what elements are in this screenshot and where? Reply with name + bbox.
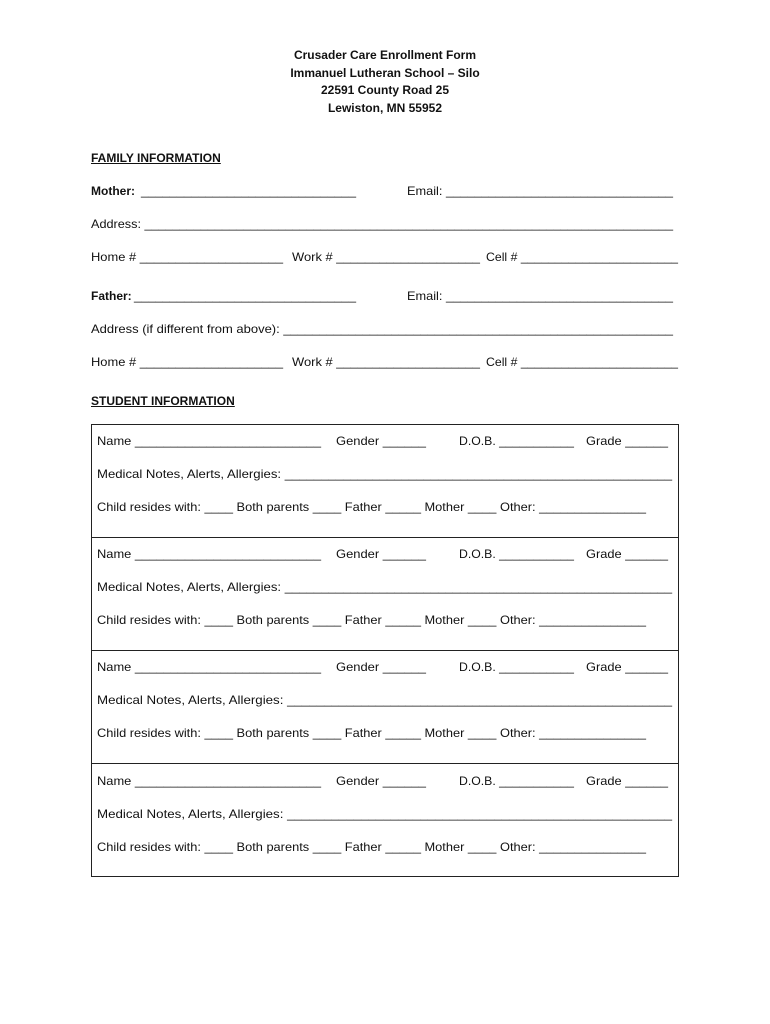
student-name-field[interactable]: Name __________________________ [97,547,321,561]
father-home-phone-field[interactable]: Home # ____________________ [91,355,284,369]
student-dob-field[interactable]: D.O.B. ___________ [459,774,574,788]
form-title: Crusader Care Enrollment Form [293,48,477,62]
student-medical-field[interactable]: Medical Notes, Alerts, Allergies: _____________________________________________________ [97,467,673,481]
mother-cell-phone-field[interactable]: Cell # _______________________ [486,250,678,264]
mother-work-phone-field[interactable]: Work # ____________________ [292,250,481,264]
student-resides-field[interactable]: Child resides with: ____ Both parents ____ Father _____ Mother ____ Other: _______________ [97,840,646,854]
student-gender-field[interactable]: Gender ______ [336,434,427,448]
mother-name-field[interactable]: ______________________________ [141,184,356,198]
student-information-heading: STUDENT INFORMATION [91,394,235,408]
family-information-heading: FAMILY INFORMATION [91,151,221,165]
student-medical-field[interactable]: Medical Notes, Alerts, Allergies: _____________________________________________________ [97,580,673,594]
student-name-field[interactable]: Name __________________________ [97,774,321,788]
student-dob-field[interactable]: D.O.B. ___________ [459,547,574,561]
student-resides-field[interactable]: Child resides with: ____ Both parents ____ Father _____ Mother ____ Other: _______________ [97,613,646,627]
father-name-field[interactable]: _______________________________ [134,289,356,303]
address-field[interactable]: Address: ___________________________________________________________________________ [91,217,673,231]
alternate-address-field[interactable]: Address (if different from above): ______________________________________________________ [91,322,674,336]
student-grade-field[interactable]: Grade ______ [586,774,668,788]
student-name-field[interactable]: Name __________________________ [97,660,321,674]
student-divider [91,763,679,764]
student-gender-field[interactable]: Gender ______ [336,547,427,561]
student-grade-field[interactable]: Grade ______ [586,660,668,674]
mother-email-field[interactable]: Email: ________________________________ [407,184,673,198]
school-name: Immanuel Lutheran School – Silo [290,65,480,80]
school-city: Lewiston, MN 55952 [327,100,443,115]
student-grade-field[interactable]: Grade ______ [586,434,668,448]
student-grade-field[interactable]: Grade ______ [586,547,668,561]
student-medical-field[interactable]: Medical Notes, Alerts, Allergies: ____________________________________________________ [97,693,673,707]
student-resides-field[interactable]: Child resides with: ____ Both parents ____ Father _____ Mother ____ Other: _______________ [97,500,646,514]
mother-home-phone-field[interactable]: Home # ____________________ [91,250,284,264]
father-cell-phone-field[interactable]: Cell # _______________________ [486,355,678,369]
student-medical-field[interactable]: Medical Notes, Alerts, Allergies: ____________________________________________________ [97,807,673,821]
school-street: 22591 County Road 25 [320,83,450,97]
father-work-phone-field[interactable]: Work # ____________________ [292,355,481,369]
student-name-field[interactable]: Name __________________________ [97,434,321,448]
student-resides-field[interactable]: Child resides with: ____ Both parents ____ Father _____ Mother ____ Other: _______________ [97,726,646,740]
form-header [0,47,770,117]
mother-label: Mother: [91,184,135,198]
father-label: Father: [91,289,132,303]
student-dob-field[interactable]: D.O.B. ___________ [459,434,574,448]
student-divider [91,537,679,538]
student-gender-field[interactable]: Gender ______ [336,660,427,674]
student-dob-field[interactable]: D.O.B. ___________ [459,660,574,674]
student-divider [91,650,679,651]
father-email-field[interactable]: Email: ________________________________ [407,289,673,303]
student-gender-field[interactable]: Gender ______ [336,774,427,788]
